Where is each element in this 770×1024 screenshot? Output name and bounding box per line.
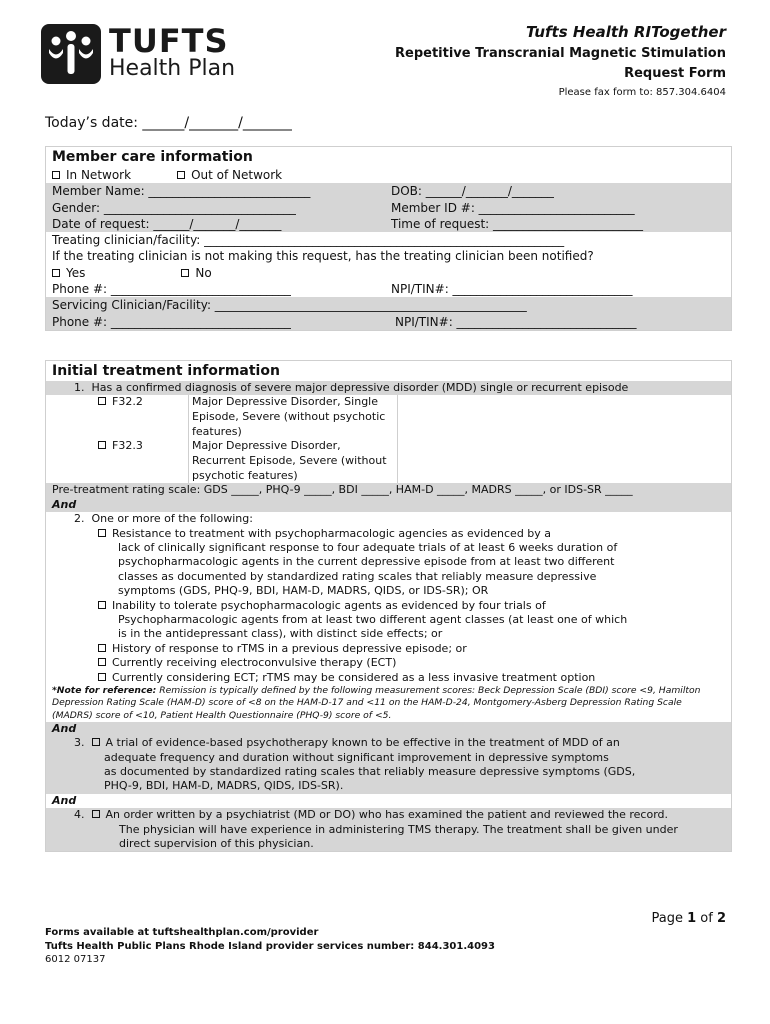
option-text: History of response to rTMS in a previous depressive episode; or <box>112 641 467 655</box>
out-network-checkbox[interactable] <box>177 171 185 179</box>
tufts-people-icon <box>41 24 101 84</box>
question-text: An order written by a psychiatrist (MD or DO) who has examined the patient and reviewed the record. <box>105 808 669 822</box>
in-network-label: In Network <box>66 168 132 182</box>
option-text: Resistance to treatment with psychopharmacologic agencies as evidenced by a <box>112 526 552 540</box>
member-name-field[interactable]: Member Name: ___________________________ <box>52 184 311 199</box>
page-label: Page <box>651 911 688 926</box>
in-network-checkbox[interactable] <box>52 171 60 179</box>
question-4-line-2: The physician will have experience in administering TMS therapy. The treatment shall be given under <box>46 823 731 837</box>
code-label: F32.3 <box>112 439 143 453</box>
intolerance-checkbox[interactable] <box>98 601 106 609</box>
todays-date-field[interactable]: Today’s date: ______/_______/_______ <box>45 115 292 131</box>
code-description: Major Depressive Disorder, Recurrent Episode, Severe (without psychotic features) <box>188 439 398 483</box>
form-plan-title: Tufts Health RITogether <box>526 23 726 41</box>
tufts-logo <box>41 24 241 84</box>
phone-row <box>46 281 731 297</box>
code-description: Major Depressive Disorder, Single Episode, Severe (without psychotic features) <box>188 395 398 439</box>
npi2-field[interactable]: NPI/TIN#: ______________________________ <box>395 314 637 329</box>
question-text: A trial of evidence-based psychotherapy known to be effective in the treatment of MDD of an <box>105 736 620 750</box>
option-5 <box>46 671 731 685</box>
code-f32-2-row <box>46 395 731 439</box>
gender-row <box>46 200 731 216</box>
initial-treatment-section <box>45 360 732 852</box>
footer-forms: Forms available at tuftshealthplan.com/provider <box>45 927 319 938</box>
option-1-line-5: symptoms (GDS, PHQ-9, BDI, HAM-D, MADRS, QIDS, or IDS-SR); OR <box>118 584 489 598</box>
option-1-line-1 <box>46 527 731 541</box>
f32-3-checkbox[interactable] <box>98 441 106 449</box>
option-1-line-2: lack of clinically significant response to four adequate trials of at least 6 weeks duration of <box>118 541 618 555</box>
gender-field[interactable]: Gender: ________________________________ <box>52 200 296 215</box>
form-name: Request Form <box>624 66 726 81</box>
rating-scale-field[interactable]: Pre-treatment rating scale: GDS _____, PHQ-9 _____, BDI _____, HAM-D _____, MADRS _____, or IDS-SR _____ <box>46 483 731 497</box>
phone-field[interactable]: Phone #: ______________________________ <box>52 282 291 297</box>
option-3 <box>46 642 731 656</box>
option-2-line-2: Psychopharmacologic agents from at least two different agent classes (at least one of which <box>118 613 628 627</box>
note-label: *Note for reference: <box>52 685 157 697</box>
question-3-line-4: PHQ-9, BDI, HAM-D, MADRS, QIDS, IDS-SR). <box>46 779 731 793</box>
option-text: Currently considering ECT; rTMS may be considered as a less invasive treatment option <box>112 670 596 684</box>
question-4-line-1 <box>46 808 731 822</box>
no-checkbox[interactable] <box>181 269 189 277</box>
servicing-clinician-field[interactable]: Servicing Clinician/Facility: ____________________________________________________ <box>46 297 731 313</box>
page-current: 1 <box>687 911 697 926</box>
footer-code: 6012 07137 <box>45 954 106 965</box>
footer-phone: Tufts Health Public Plans Rhode Island provider services number: 844.301.4093 <box>45 940 495 952</box>
phone2-row <box>46 314 731 330</box>
option-4 <box>46 656 731 670</box>
option-1-line-3: psychopharmacologic agents in the current depressive episode from at least two different <box>118 555 615 569</box>
fax-instruction: Please fax form to: 857.304.6404 <box>558 87 726 98</box>
notified-row <box>46 265 731 281</box>
f32-2-checkbox[interactable] <box>98 397 106 405</box>
network-row <box>46 167 731 183</box>
dob-field[interactable]: DOB: ______/_______/_______ <box>391 184 554 199</box>
question-3-line-2: adequate frequency and duration without significant improvement in depressive symptoms <box>46 751 731 765</box>
section-title: Initial treatment information <box>52 363 280 379</box>
section-title: Member care information <box>52 149 253 165</box>
out-network-label: Out of Network <box>191 168 283 182</box>
question-3-line-3: as documented by standardized rating scales that reliably measure depressive symptoms (GDS, <box>46 765 731 779</box>
date-of-request-field[interactable]: Date of request: ______/_______/_______ <box>52 216 282 231</box>
question-3-line-1 <box>46 736 731 750</box>
member-care-section <box>45 146 732 331</box>
npi-field[interactable]: NPI/TIN#: ______________________________ <box>391 282 633 297</box>
psychiatrist-order-checkbox[interactable] <box>92 810 100 818</box>
question-number: 3. <box>74 736 85 750</box>
rtms-history-checkbox[interactable] <box>98 644 106 652</box>
reference-note <box>46 685 731 722</box>
resistance-checkbox[interactable] <box>98 529 106 537</box>
page-of: of <box>696 911 717 926</box>
no-label: No <box>195 265 212 280</box>
logo-name: TUFTS <box>109 22 229 60</box>
ect-considering-checkbox[interactable] <box>98 673 106 681</box>
option-text: Inability to tolerate psychopharmacologic agents as evidenced by four trials of <box>112 598 546 612</box>
page-number <box>652 911 727 926</box>
option-2-line-1 <box>46 599 731 613</box>
question-2: 2. One or more of the following: <box>74 512 253 526</box>
and-connector: And <box>46 498 731 512</box>
member-name-row <box>46 183 731 199</box>
question-4-line-3: direct supervision of this physician. <box>46 837 731 851</box>
note-text: Remission is typically defined by the following measurement scores: Beck Depression Scale (BDI) score <9, Hamilton Depression Rating Scale (HAM-D) score of <8 on the HAM-D-17 and <11 on the HAM-D-24, Montgomery-Asberg Depression Rating Scale (MADRS) score of <10, Patient Health Questionnaire (PHQ-9) score of <5. <box>52 685 701 721</box>
option-text: Currently receiving electroconvulsive therapy (ECT) <box>112 656 397 670</box>
form-subtitle: Repetitive Transcranial Magnetic Stimulation <box>395 46 726 61</box>
form-header <box>306 22 726 100</box>
and-connector: And <box>46 722 731 736</box>
psychotherapy-checkbox[interactable] <box>92 738 100 746</box>
code-label: F32.2 <box>112 395 143 409</box>
option-2-line-3: is in the antidepressant class), with distinct side effects; or <box>118 627 443 641</box>
notified-question: If the treating clinician is not making this request, has the treating clinician been notified? <box>52 249 594 264</box>
question-number: 4. <box>74 808 85 822</box>
logo-subtitle: Health Plan <box>109 56 236 81</box>
date-request-row <box>46 216 731 232</box>
time-of-request-field[interactable]: Time of request: _________________________ <box>391 216 644 231</box>
ect-receiving-checkbox[interactable] <box>98 658 106 666</box>
footer <box>45 926 495 967</box>
option-1-line-4: classes as documented by standardized rating scales that reliably measure depressive <box>118 569 597 583</box>
yes-label: Yes <box>66 265 86 280</box>
code-f32-3-row <box>46 439 731 483</box>
question-1: 1. Has a confirmed diagnosis of severe major depressive disorder (MDD) single or recurrent episode <box>46 381 731 395</box>
yes-checkbox[interactable] <box>52 269 60 277</box>
clinician-field[interactable]: Treating clinician/facility: ____________________________________________________________ <box>52 233 565 248</box>
and-connector: And <box>52 793 77 807</box>
member-id-field[interactable]: Member ID #: __________________________ <box>391 200 635 215</box>
phone2-field[interactable]: Phone #: ______________________________ <box>52 314 291 329</box>
page-total: 2 <box>716 911 726 926</box>
